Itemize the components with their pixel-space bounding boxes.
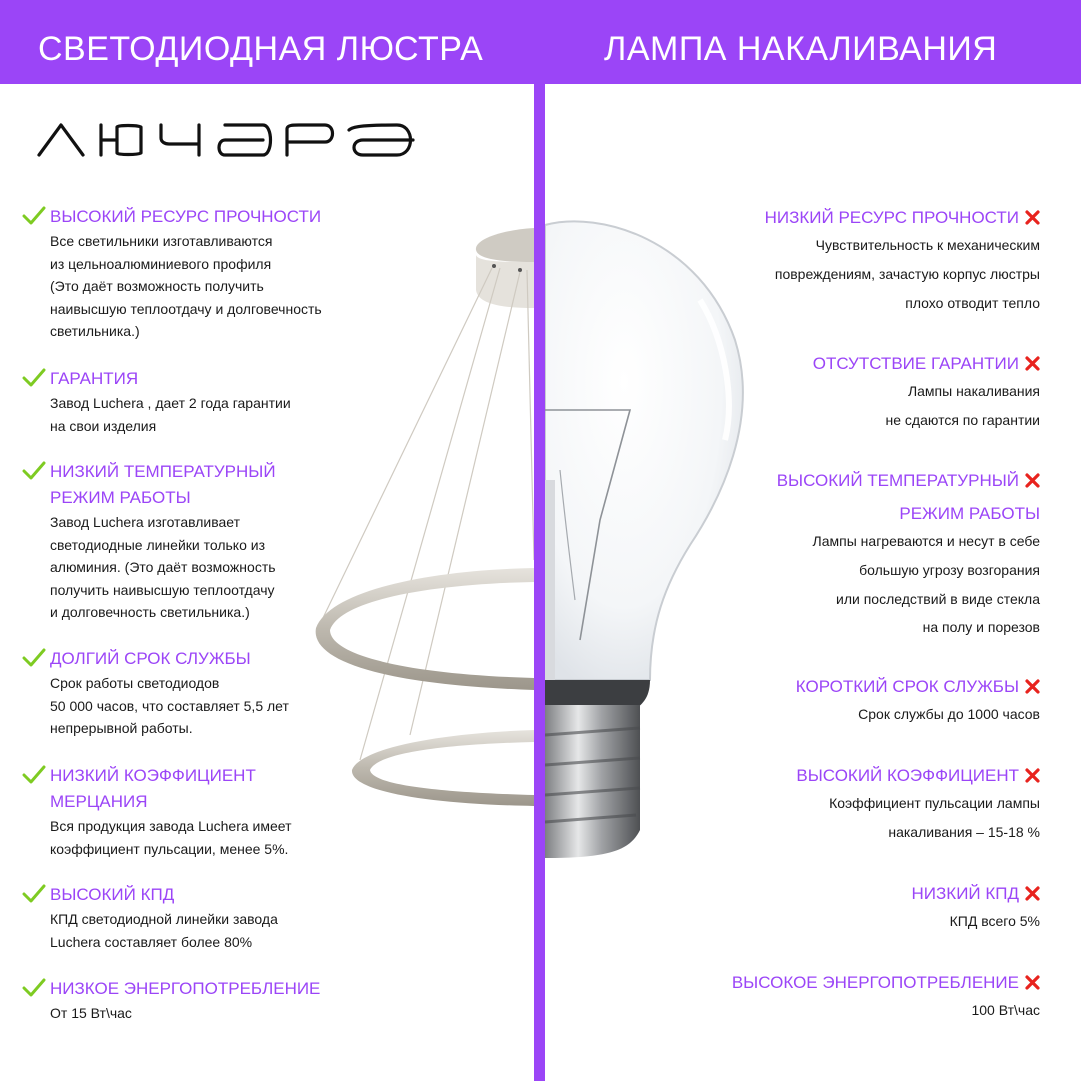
left-item-text-line: наивысшую теплоотдачу и долговечность [50, 300, 322, 317]
chandelier-rings [316, 568, 534, 806]
right-item-text-line: Коэффициент пульсации лампы [829, 795, 1040, 811]
right-item-title: НИЗКИЙ РЕСУРС ПРОЧНОСТИ [764, 208, 1019, 227]
check-icon [22, 765, 46, 785]
chandelier-canopy [476, 228, 534, 308]
right-item-warranty [813, 351, 1040, 435]
left-item-text-line: коэффициент пульсации, менее 5%. [50, 840, 289, 857]
left-item-text-line: алюминия. (Это даёт возможность [50, 559, 276, 575]
right-item-text-line: большую угрозу возгорания [859, 561, 1040, 578]
cross-icon [1025, 210, 1040, 225]
right-item-text-line: 100 Вт\час [971, 1002, 1040, 1018]
cross-icon [1025, 886, 1040, 901]
left-item-warranty [50, 366, 291, 437]
left-item-title-line2: РЕЖИМ РАБОТЫ [50, 488, 191, 507]
title-incandescent-lamp: ЛАМПА НАКАЛИВАНИЯ [604, 30, 998, 68]
left-item-title: НИЗКИЙ КОЭФФИЦИЕНТ [50, 766, 256, 785]
left-item-durability [50, 204, 322, 343]
right-item-text-line: КПД всего 5% [949, 913, 1040, 929]
right-item-text-line: Срок службы до 1000 часов [858, 706, 1040, 722]
right-item-text-line: не сдаются по гарантии [885, 411, 1040, 428]
light-bulb [545, 221, 743, 858]
center-divider [534, 84, 545, 1081]
left-item-text-line: От 15 Вт\час [50, 1005, 132, 1021]
left-item-lifespan [50, 646, 289, 740]
right-item-lifespan [796, 674, 1040, 729]
left-item-text-line: Все светильники изготавливаются [50, 233, 273, 249]
left-item-text-line: КПД светодиодной линейки завода [50, 911, 278, 927]
right-item-temperature [777, 468, 1040, 642]
right-item-title: КОРОТКИЙ СРОК СЛУЖБЫ [795, 677, 1019, 696]
right-item-text-line: или последствий в виде стекла [836, 590, 1040, 607]
right-item-consumption [732, 970, 1040, 1025]
left-item-text-line: на свои изделия [50, 417, 157, 434]
right-item-flicker [796, 763, 1040, 847]
check-icon [22, 206, 46, 226]
left-item-text-line: непрерывной работы. [50, 720, 193, 736]
left-item-text-line: из цельноалюминиевого профиля [50, 255, 272, 272]
left-item-text-line: Завод Luchera , дает 2 года гарантии [50, 395, 291, 411]
left-item-text-line: Luchera составляет более 80% [50, 933, 253, 950]
cross-icon [1025, 473, 1040, 488]
left-item-title: ВЫСОКИЙ РЕСУРС ПРОЧНОСТИ [50, 207, 322, 226]
left-item-title: ДОЛГИЙ СРОК СЛУЖБЫ [50, 649, 251, 668]
title-led-chandelier: СВЕТОДИОДНАЯ ЛЮСТРА [38, 30, 484, 68]
right-item-text-line: Чувствительность к механическим [815, 237, 1040, 253]
check-icon [22, 368, 46, 388]
check-icon [22, 978, 46, 998]
right-item-text-line: Лампы накаливания [907, 383, 1040, 399]
right-item-title: ОТСУТСТВИЕ ГАРАНТИИ [812, 354, 1019, 373]
cross-icon [1025, 975, 1040, 990]
right-item-title: ВЫСОКИЙ ТЕМПЕРАТУРНЫЙ [776, 471, 1019, 490]
check-icon [22, 884, 46, 904]
cross-icon [1025, 768, 1040, 783]
left-item-text-line: Завод Luchera изготавливает [50, 514, 241, 530]
left-item-temperature [50, 459, 276, 624]
left-item-flicker [50, 763, 292, 860]
right-item-title-line2: РЕЖИМ РАБОТЫ [899, 504, 1040, 523]
right-item-title: ВЫСОКОЕ ЭНЕРГОПОТРЕБЛЕНИЕ [731, 973, 1019, 992]
left-item-title: ВЫСОКИЙ КПД [50, 885, 175, 904]
left-item-text-line: Вся продукция завода Luchera имеет [50, 818, 292, 834]
left-item-text-line: (Это даёт возможность получить [50, 278, 264, 294]
left-item-title: НИЗКИЙ ТЕМПЕРАТУРНЫЙ [50, 462, 276, 481]
left-item-efficiency [50, 882, 278, 953]
right-item-text-line: плохо отводит тепло [905, 294, 1040, 311]
check-icon [22, 461, 46, 481]
cross-icon [1025, 356, 1040, 371]
right-item-durability [765, 205, 1040, 317]
check-icon [22, 648, 46, 668]
left-item-title-line2: МЕРЦАНИЯ [50, 792, 148, 811]
left-item-text-line: и долговечность светильника.) [50, 604, 250, 620]
left-item-text-line: 50 000 часов, что составляет 5,5 лет [50, 697, 289, 714]
cross-icon [1025, 679, 1040, 694]
left-item-title: НИЗКОЕ ЭНЕРГОПОТРЕБЛЕНИЕ [50, 979, 321, 998]
left-item-text-line: Срок работы светодиодов [50, 675, 220, 691]
right-item-text-line: повреждениям, зачастую корпус люстры [774, 265, 1040, 282]
right-item-title: НИЗКИЙ КПД [911, 884, 1019, 903]
right-item-text-line: Лампы нагреваются и несут в себе [812, 533, 1040, 549]
luchera-logo [37, 122, 419, 158]
right-item-text-line: накаливания – 15-18 % [888, 823, 1040, 840]
left-item-text-line: получить наивысшую теплоотдачу [50, 581, 275, 598]
left-item-consumption [50, 976, 320, 1025]
left-item-text-line: светодиодные линейки только из [50, 536, 265, 553]
right-item-efficiency [912, 881, 1040, 936]
right-item-text-line: на полу и порезов [922, 619, 1040, 636]
right-item-title: ВЫСОКИЙ КОЭФФИЦИЕНТ [796, 766, 1019, 785]
left-item-title: ГАРАНТИЯ [50, 369, 139, 388]
left-item-text-line: светильника.) [50, 323, 140, 339]
